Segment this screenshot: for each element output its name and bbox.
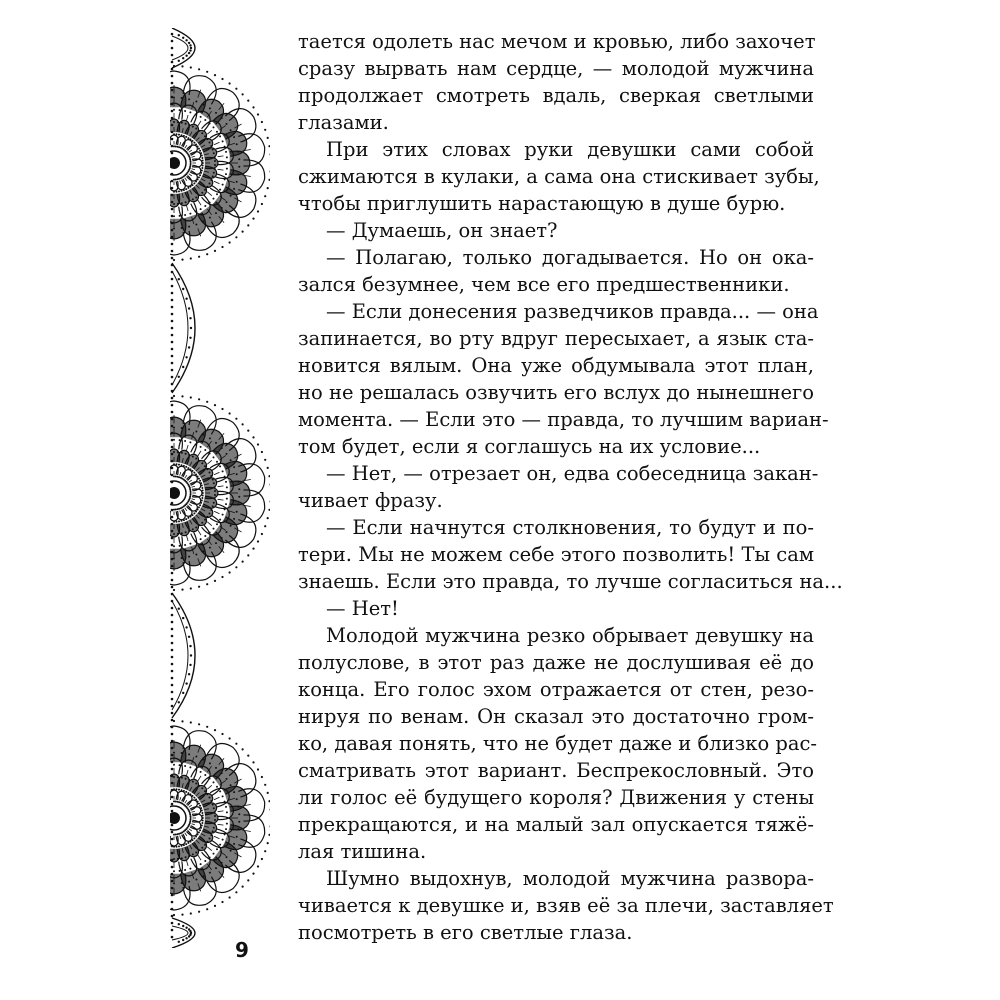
text-line: тается одолеть нас мечом и кровью, либо захочет <box>298 30 816 53</box>
mandala-icon <box>170 65 270 261</box>
text-line: нируя по венам. Он сказал это достаточно гром- <box>298 705 814 728</box>
mandala-border-icon <box>170 28 270 948</box>
text-line: — Если донесения разведчиков правда... — она <box>326 300 819 323</box>
text-line: — Думаешь, он знает? <box>326 219 558 242</box>
text-line: — Если начнутся столкновения, то будут и по- <box>326 516 814 539</box>
text-line: сжимаются в кулаки, а сама она стискивает зубы, <box>298 165 820 188</box>
text-line: сразу вырвать нам сердце, — молодой мужчина <box>298 57 814 80</box>
text-line: сматривать этот вариант. Беспрекословный. Это <box>298 759 814 782</box>
text-line: Шумно выдохнув, молодой мужчина развора- <box>326 867 814 890</box>
text-line: конца. Его голос эхом отражается от стен, резо- <box>298 678 814 701</box>
text-line: запинается, во рту вдруг пересыхает, а язык ста- <box>298 327 814 350</box>
text-line: прекращаются, и на малый зал опускается тяжё- <box>298 813 814 836</box>
text-line: глазами. <box>298 111 389 134</box>
mandala-icon <box>170 720 270 916</box>
text-line: чивает фразу. <box>298 489 443 512</box>
text-line: посмотреть в его светлые глаза. <box>298 921 633 944</box>
text-line: продолжает смотреть вдаль, сверкая светлыми <box>298 84 814 107</box>
text-line: чивается к девушке и, взяв её за плечи, заставляет <box>298 894 834 917</box>
text-line: При этих словах руки девушки сами собой <box>326 138 814 161</box>
text-line: — Нет, — отрезает он, едва собеседница закан- <box>326 462 819 485</box>
text-line: но не решалась озвучить его вслух до нынешнего <box>298 381 814 404</box>
text-line: — Полагаю, только догадывается. Но он ока- <box>326 246 814 269</box>
text-line: новится вялым. Она уже обдумывала этот план, <box>298 354 814 377</box>
body-text <box>298 28 843 946</box>
text-line: лая тишина. <box>298 840 427 863</box>
text-line: тери. Мы не можем себе этого позволить! Ты сам <box>298 543 814 566</box>
text-line: момента. — Если это — правда, то лучшим вариан- <box>298 408 829 431</box>
text-line: знаешь. Если это правда, то лучше согласиться на... <box>298 570 843 593</box>
text-line: том будет, если я соглашусь на их условие... <box>298 435 761 458</box>
text-line: полуслове, в этот раз даже не дослушивая её до <box>298 651 814 674</box>
text-line: Молодой мужчина резко обрывает девушку на <box>326 624 814 647</box>
text-line: чтобы приглушить нарастающую в душе бурю. <box>298 192 786 215</box>
text-line: ли голос её будущего короля? Движения у стены <box>298 786 814 809</box>
page-number: 9 <box>235 938 249 962</box>
text-line: ко, давая понять, что не будет даже и близко рас- <box>298 732 818 755</box>
mandala-icon <box>170 395 270 591</box>
text-line: — Нет! <box>326 597 399 620</box>
text-line: зался безумнее, чем все его предшественники. <box>298 273 790 296</box>
